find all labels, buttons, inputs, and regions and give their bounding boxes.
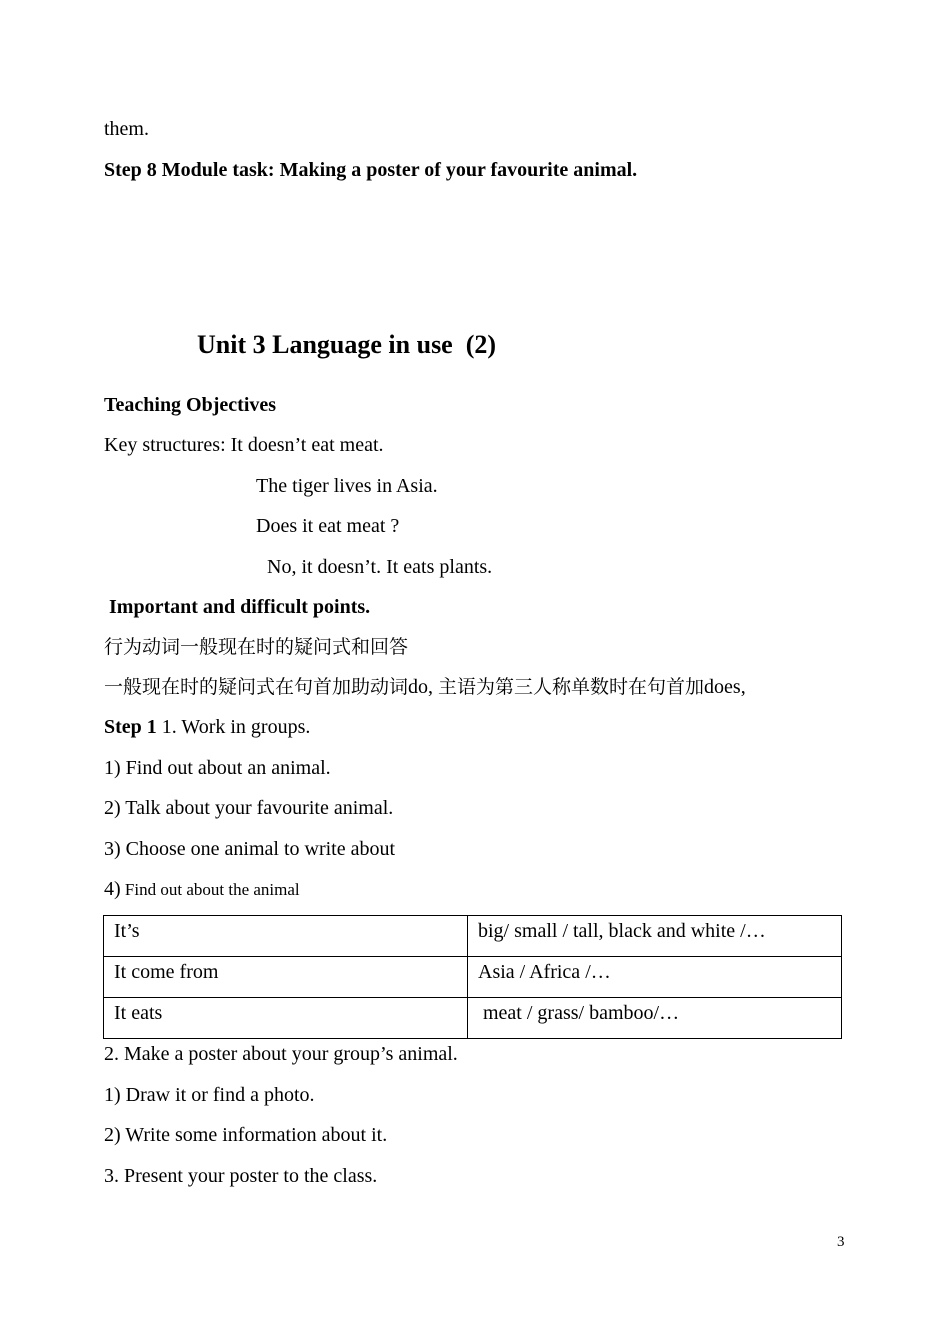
step1-item-1: 1) Find out about an animal. [104, 757, 331, 779]
table-row [104, 998, 842, 1039]
structure-line-1: The tiger lives in Asia. [256, 475, 438, 497]
step8-heading: Step 8 Module task: Making a poster of your favourite animal. [104, 159, 638, 181]
points-cn-line-2-b: do, [408, 676, 434, 698]
table-cell-left: It’s [104, 916, 468, 957]
animal-info-table [103, 915, 842, 1039]
step1-item-2: 2) Talk about your favourite animal. [104, 797, 394, 819]
objectives-title: Teaching Objectives [104, 394, 277, 416]
table-cell-left: It come from [104, 957, 468, 998]
table-row [104, 957, 842, 998]
unit-title: Unit 3 Language in use (2) [197, 330, 497, 359]
step1-text: 1. Work in groups. [156, 716, 311, 738]
structure-line-2: Does it eat meat ? [256, 515, 400, 537]
table-cell-left: It eats [104, 998, 468, 1039]
key-structures: Key structures: It doesn’t eat meat. [104, 434, 384, 456]
task-sub-2: 2) Write some information about it. [104, 1124, 388, 1146]
continuation-text: them. [104, 118, 149, 140]
step1-item-4 [104, 877, 300, 902]
table-cell-right: Asia / Africa /… [468, 957, 842, 998]
step1-label: Step 1 [104, 716, 157, 738]
task-item-2: 2. Make a poster about your group’s animal. [104, 1043, 458, 1065]
table-cell-right: big/ small / tall, black and white /… [468, 916, 842, 957]
points-cn-line-2 [104, 675, 746, 699]
page-number: 3 [837, 1234, 845, 1250]
table-row [104, 916, 842, 957]
points-cn-line-1: 行为动词一般现在时的疑问式和回答 [104, 636, 409, 658]
step1-item-3: 3) Choose one animal to write about [104, 838, 396, 860]
task-item-3: 3. Present your poster to the class. [104, 1165, 378, 1187]
task-sub-1: 1) Draw it or find a photo. [104, 1084, 315, 1106]
step1-item-4-num: 4) [104, 878, 121, 900]
step1-line [104, 715, 310, 739]
points-cn-line-2-c: 主语为第三人称单数时在句首加 [438, 676, 705, 698]
points-cn-line-2-a: 一般现在时的疑问式在句首加助动词 [104, 676, 409, 698]
table-cell-right: meat / grass/ bamboo/… [468, 998, 842, 1039]
points-cn-line-2-d: does, [704, 676, 746, 698]
step1-item-4-text: Find out about the animal [120, 880, 300, 899]
points-title: Important and difficult points. [109, 596, 371, 618]
structure-line-3: No, it doesn’t. It eats plants. [267, 556, 493, 578]
